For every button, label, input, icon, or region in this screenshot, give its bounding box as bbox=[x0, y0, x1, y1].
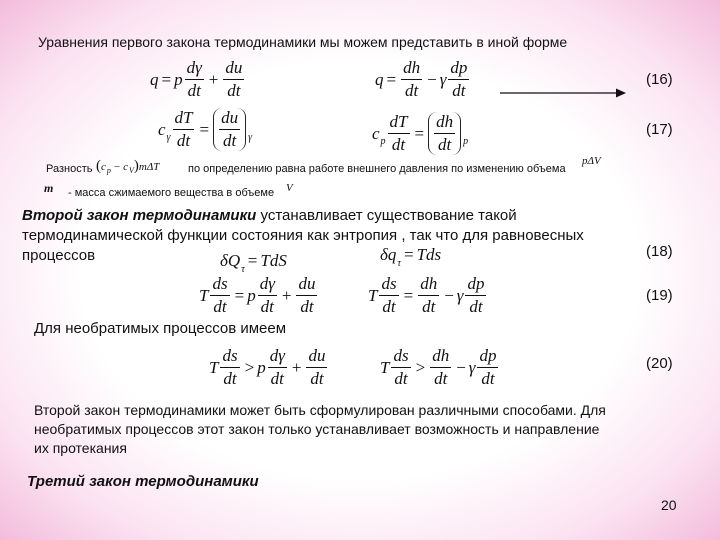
diff-formula-close-paren: ) bbox=[133, 158, 139, 174]
eq16-left bbox=[150, 58, 246, 101]
third-law-heading: Третий закон термодинамики bbox=[27, 473, 259, 490]
eq20-left-frac2-num: du bbox=[306, 346, 327, 368]
eq17-right-coef: c bbox=[372, 123, 380, 143]
eq17-left-frac-den: dt bbox=[176, 131, 191, 150]
eq17-left-coef: c bbox=[158, 119, 166, 139]
eq20-left-frac1 bbox=[268, 346, 287, 389]
eq19-right-t2-coef: γ bbox=[456, 285, 464, 305]
eq20-left-frac1-num: dγ bbox=[268, 346, 287, 368]
eq16-left-lhs: q bbox=[150, 69, 159, 89]
paragraph-line2: необратимых процессов этот закон только устанавливает возможность и направление bbox=[34, 421, 600, 437]
eq19-left-coef: T bbox=[199, 285, 209, 305]
eq20-right-rel: > bbox=[415, 357, 426, 377]
eq17-number: (17) bbox=[646, 121, 673, 138]
eq16-right-rel: = bbox=[386, 69, 397, 89]
page-number: 20 bbox=[661, 497, 677, 513]
eq19-left bbox=[199, 274, 319, 317]
eq17-right-frac-den: dt bbox=[391, 135, 406, 154]
diff-note-text: по определению равна работе внешнего давления по изменению объема bbox=[188, 163, 566, 175]
eq17-right-pfrac-num: dh bbox=[434, 112, 455, 134]
eq17-right-paren bbox=[428, 112, 461, 155]
eq19-right bbox=[368, 274, 488, 317]
diff-note-formula bbox=[96, 158, 159, 175]
second-law-line2: термодинамической функции состояния как энтропия , так что для равновесных bbox=[22, 227, 584, 244]
eq19-left-frac2-num: du bbox=[296, 274, 317, 296]
diff-formula-tail: mΔT bbox=[138, 160, 160, 173]
eq19-right-frac0-num: ds bbox=[379, 274, 398, 296]
eq16-right-frac1-den: dt bbox=[404, 81, 419, 100]
eq17-left-rel: = bbox=[199, 119, 210, 139]
eq16-number: (16) bbox=[646, 71, 673, 88]
eq16-right-op: − bbox=[427, 69, 437, 89]
eq20-left-coef: T bbox=[209, 357, 219, 377]
eq20-right-frac1-den: dt bbox=[434, 369, 448, 388]
eq20-left-rel: > bbox=[244, 357, 255, 377]
eq19-right-frac1 bbox=[418, 274, 439, 317]
eq16-left-t1-coef: p bbox=[174, 69, 183, 89]
eq19-right-frac0-den: dt bbox=[382, 297, 396, 316]
second-law-line1 bbox=[22, 207, 517, 225]
eq19-right-coef: T bbox=[368, 285, 378, 305]
intro-text: Уравнения первого закона термодинамики мы можем представить в иной форме bbox=[38, 34, 568, 50]
eq20-left-op: + bbox=[291, 357, 302, 377]
eq17-left-pfrac-num: du bbox=[219, 108, 240, 130]
eq16-left-frac1-num: dγ bbox=[185, 58, 204, 80]
eq20-right-t2-coef: γ bbox=[468, 357, 476, 377]
eq16-right-t2-coef: γ bbox=[439, 69, 447, 89]
diff-formula-cv-sub: V bbox=[129, 166, 134, 175]
eq17-right-coef-sub: p bbox=[380, 136, 386, 147]
eq20-left-frac0 bbox=[220, 346, 239, 389]
eq17-left-frac-num: dT bbox=[173, 108, 195, 130]
eq20-right-frac0-den: dt bbox=[394, 369, 408, 388]
eq17-left bbox=[158, 108, 252, 151]
diff-formula-cv: c bbox=[123, 160, 128, 173]
eq16-right-frac2-num: dp bbox=[448, 58, 469, 80]
eq17-right-rel: = bbox=[414, 123, 425, 143]
eq19-left-t1-coef: p bbox=[247, 285, 256, 305]
eq19-left-frac0 bbox=[210, 274, 229, 317]
eq19-right-op: − bbox=[444, 285, 454, 305]
eq18-right-rel: = bbox=[404, 245, 414, 264]
eq16-right-frac2 bbox=[448, 58, 469, 101]
eq20-left-frac2 bbox=[306, 346, 327, 389]
eq16-right-frac2-den: dt bbox=[452, 81, 466, 100]
eq19-right-frac2-den: dt bbox=[469, 297, 483, 316]
eq19-left-op: + bbox=[281, 285, 292, 305]
eq19-left-frac2 bbox=[296, 274, 317, 317]
eq16-left-frac1 bbox=[185, 58, 204, 101]
eq16-left-frac2-den: dt bbox=[227, 81, 241, 100]
eq18-left-lhs-sub: τ bbox=[241, 263, 245, 275]
eq18-left-rhs: TdS bbox=[260, 251, 287, 270]
paragraph-line3: их протекания bbox=[34, 440, 127, 456]
second-law-title: Второй закон термодинамики bbox=[22, 207, 257, 224]
eq20-right-frac2-den: dt bbox=[481, 369, 495, 388]
eq19-right-rel: = bbox=[403, 285, 414, 305]
eq18-left-lhs: δQ bbox=[220, 251, 241, 270]
eq19-left-frac1-den: dt bbox=[260, 297, 274, 316]
eq16-left-op: + bbox=[208, 69, 219, 89]
eq20-left-frac1-den: dt bbox=[270, 369, 284, 388]
eq20-right-op: − bbox=[456, 357, 466, 377]
eq19-left-rel: = bbox=[234, 285, 245, 305]
eq18-right-rhs: Tds bbox=[416, 245, 442, 264]
diff-formula-minus: − bbox=[113, 160, 121, 173]
mass-symbol: m bbox=[44, 181, 54, 195]
eq18-number: (18) bbox=[646, 243, 673, 260]
second-law-line3: процессов bbox=[22, 247, 96, 264]
eq20-right-coef: T bbox=[380, 357, 390, 377]
eq18-right bbox=[380, 245, 442, 269]
eq20-right-frac0 bbox=[391, 346, 410, 389]
eq20-left bbox=[209, 346, 329, 389]
diff-note-formula-right: pΔV bbox=[582, 155, 601, 167]
eq20-right-frac1-num: dh bbox=[430, 346, 451, 368]
eq19-right-frac2-num: dp bbox=[465, 274, 486, 296]
eq19-left-frac0-num: ds bbox=[210, 274, 229, 296]
second-law-rest: устанавливает существование такой bbox=[256, 207, 517, 224]
eq17-right-frac-num: dT bbox=[388, 112, 410, 134]
eq18-left bbox=[220, 251, 287, 275]
eq17-right-pfrac-den: dt bbox=[437, 135, 452, 154]
eq20-right-frac1 bbox=[430, 346, 451, 389]
eq19-right-frac1-num: dh bbox=[418, 274, 439, 296]
eq18-right-lhs: δq bbox=[380, 245, 397, 264]
eq19-left-frac1 bbox=[258, 274, 277, 317]
diff-formula-open-paren: ( bbox=[96, 158, 101, 174]
diff-formula-cp: c bbox=[101, 160, 106, 173]
paragraph-line1: Второй закон термодинамики может быть сформулирован различными способами. Для bbox=[34, 402, 606, 418]
eq20-right-frac0-num: ds bbox=[391, 346, 410, 368]
diff-note-prefix: Разность bbox=[46, 163, 93, 175]
eq17-right bbox=[372, 112, 468, 155]
eq20-right bbox=[380, 346, 500, 389]
eq17-left-paren-sub: γ bbox=[248, 132, 253, 143]
eq18-left-rel: = bbox=[247, 251, 258, 270]
mass-note-text: - масса сжимаемого вещества в объеме bbox=[68, 187, 275, 199]
eq16-left-frac2-num: du bbox=[223, 58, 244, 80]
eq17-left-frac bbox=[173, 108, 195, 151]
eq17-right-pfrac bbox=[434, 112, 455, 155]
eq17-left-pfrac bbox=[219, 108, 240, 151]
eq19-left-frac1-num: dγ bbox=[258, 274, 277, 296]
eq16-right-lhs: q bbox=[375, 69, 384, 89]
eq17-right-frac bbox=[388, 112, 410, 155]
eq17-left-paren bbox=[213, 108, 246, 151]
eq19-number: (19) bbox=[646, 287, 673, 304]
eq20-left-frac0-num: ds bbox=[220, 346, 239, 368]
eq16-left-frac2 bbox=[223, 58, 244, 101]
irreversible-text: Для необратимых процессов имеем bbox=[34, 320, 287, 337]
mass-note-formula-right: V bbox=[286, 182, 293, 194]
diff-formula-cp-sub: p bbox=[106, 166, 111, 175]
eq19-right-frac0 bbox=[379, 274, 398, 317]
eq16-right-frac1-num: dh bbox=[401, 58, 422, 80]
eq18-right-lhs-sub: τ bbox=[397, 257, 401, 269]
eq17-left-pfrac-den: dt bbox=[222, 131, 237, 150]
eq17-right-paren-sub: p bbox=[463, 136, 469, 147]
eq20-left-frac0-den: dt bbox=[223, 369, 237, 388]
eq20-left-t1-coef: p bbox=[257, 357, 266, 377]
eq20-right-frac2-num: dp bbox=[477, 346, 498, 368]
eq19-left-frac0-den: dt bbox=[213, 297, 227, 316]
eq19-left-frac2-den: dt bbox=[300, 297, 314, 316]
arrow-icon bbox=[500, 87, 626, 99]
eq16-left-frac1-den: dt bbox=[187, 81, 201, 100]
eq20-left-frac2-den: dt bbox=[310, 369, 324, 388]
eq20-number: (20) bbox=[646, 355, 673, 372]
eq20-right-frac2 bbox=[477, 346, 498, 389]
eq19-right-frac1-den: dt bbox=[422, 297, 436, 316]
eq17-left-coef-sub: γ bbox=[166, 132, 171, 143]
eq19-right-frac2 bbox=[465, 274, 486, 317]
eq16-right-frac1 bbox=[401, 58, 422, 101]
eq16-right bbox=[375, 58, 471, 101]
eq16-left-rel: = bbox=[161, 69, 172, 89]
